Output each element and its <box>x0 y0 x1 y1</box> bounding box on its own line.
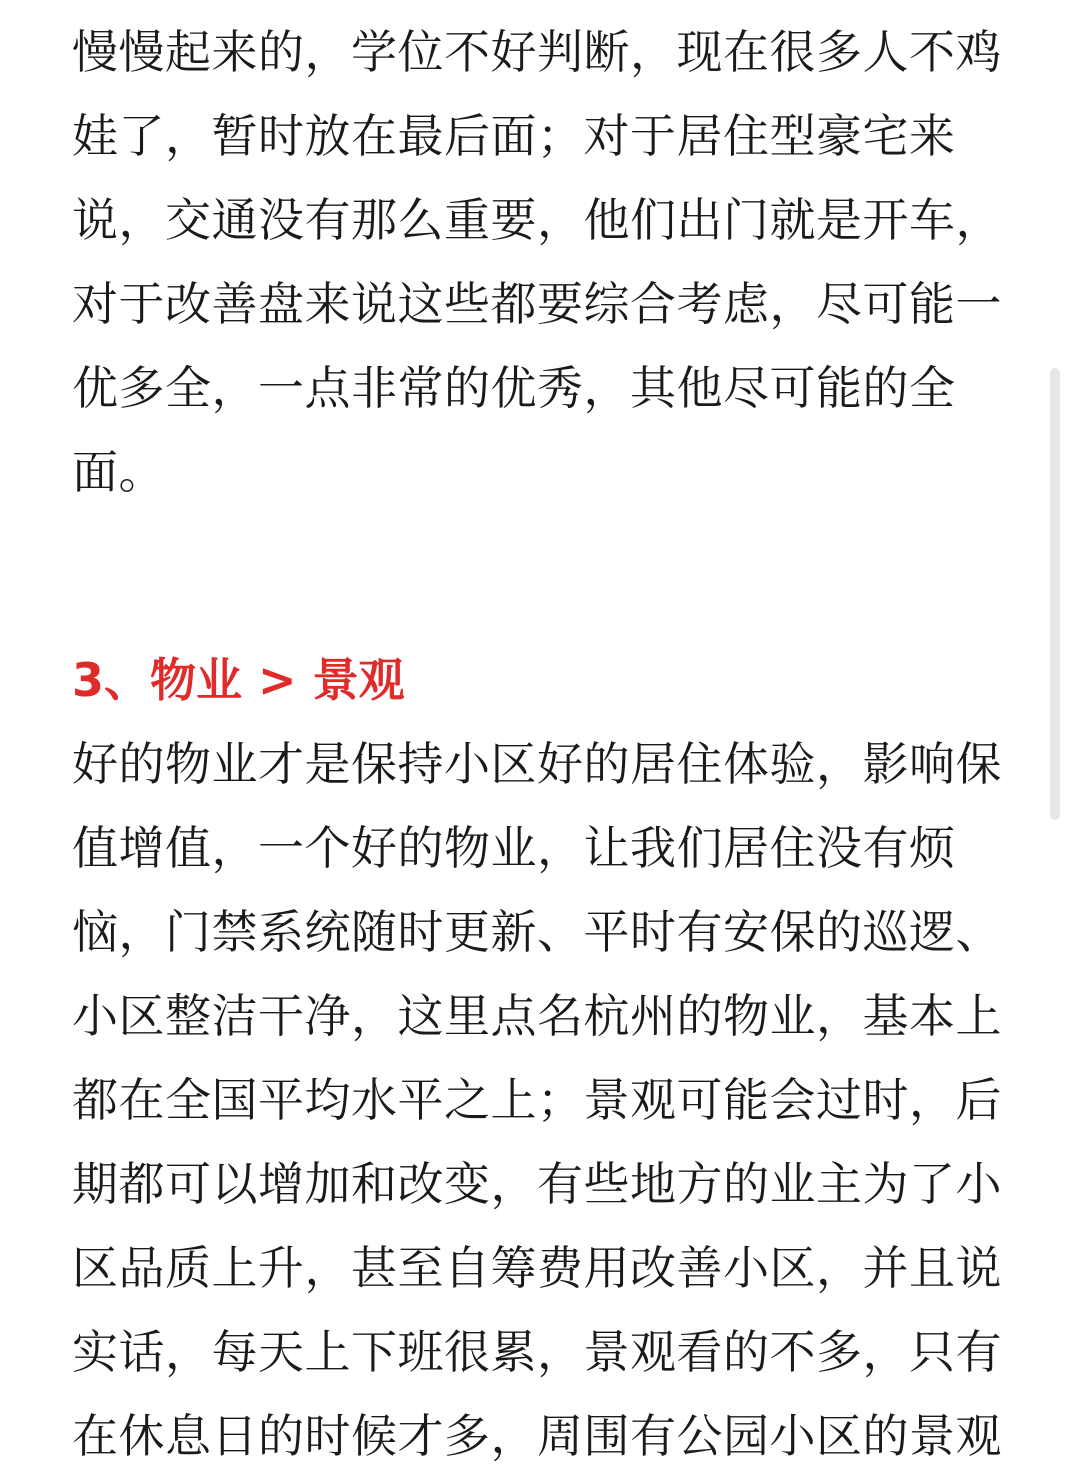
text-line: 好的物业才是保持小区好的居住体验，影响保 <box>72 737 1002 791</box>
scrollbar-thumb[interactable] <box>1050 368 1060 820</box>
text-line: 面。 <box>72 445 165 499</box>
paragraph-1 <box>72 10 1032 514</box>
text-line: 恼，门禁系统随时更新、平时有安保的巡逻、 <box>72 905 1002 959</box>
text-line: 说，交通没有那么重要，他们出门就是开车， <box>72 193 1002 247</box>
text-line: 值增值，一个好的物业，让我们居住没有烦 <box>72 821 956 875</box>
text-line: 在休息日的时候才多，周围有公园小区的景观 <box>72 1409 1002 1463</box>
text-line: 区品质上升，甚至自筹费用改善小区，并且说 <box>72 1241 1002 1295</box>
text-line: 期都可以增加和改变，有些地方的业主为了小 <box>72 1157 1002 1211</box>
text-line: 慢慢起来的，学位不好判断，现在很多人不鸡 <box>72 25 1002 79</box>
article-body <box>72 10 1032 1478</box>
text-line: 对于改善盘来说这些都要综合考虑，尽可能一 <box>72 277 1002 331</box>
section-3 <box>72 638 1032 1478</box>
text-line: 都在全国平均水平之上；景观可能会过时，后 <box>72 1073 1002 1127</box>
paragraph-spacer <box>72 514 1032 638</box>
section-heading: 3、物业 > 景观 <box>72 653 405 707</box>
text-line: 优多全，一点非常的优秀，其他尽可能的全 <box>72 361 956 415</box>
text-line: 小区整洁干净，这里点名杭州的物业，基本上 <box>72 989 1002 1043</box>
text-line: 实话，每天上下班很累，景观看的不多，只有 <box>72 1325 1002 1379</box>
text-line: 娃了，暂时放在最后面；对于居住型豪宅来 <box>72 109 956 163</box>
